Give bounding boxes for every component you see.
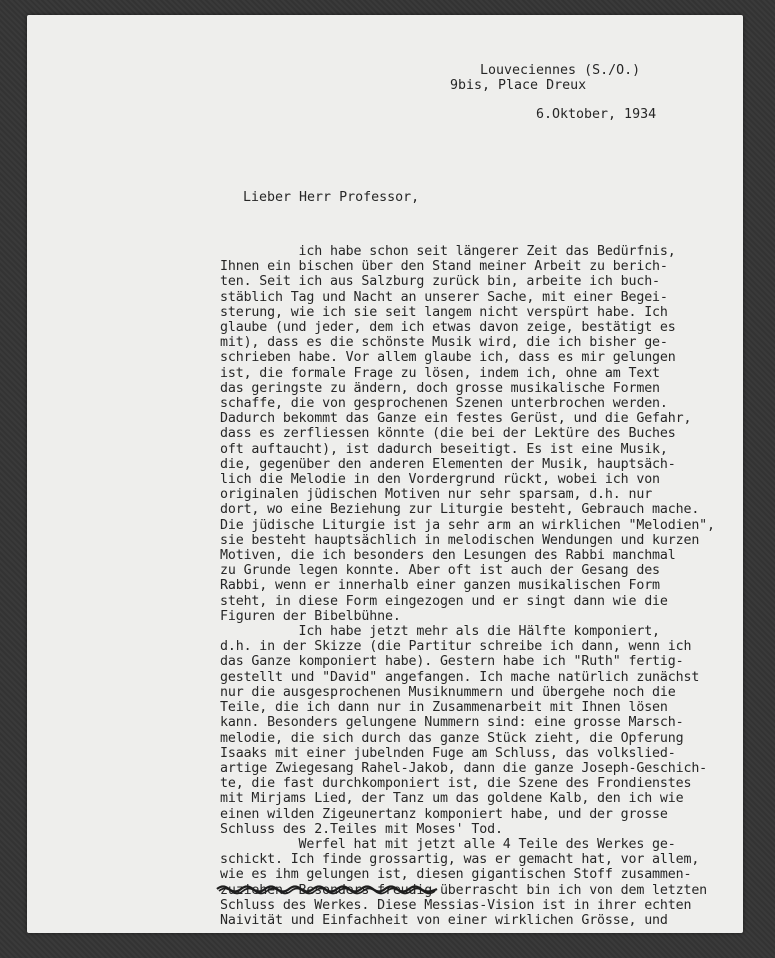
body-line: te, die fast durchkomponiert ist, die Szene des Frondienstes [220, 776, 692, 792]
body-line: originalen jüdischen Motiven nur sehr sparsam, d.h. nur [220, 487, 653, 503]
body-line: Motiven, die ich besonders den Lesungen des Rabbi manchmal [220, 548, 676, 564]
body-line: Teile, die ich dann nur in Zusammenarbeit mit Ihnen lösen [220, 700, 668, 716]
body-line: ist, die formale Frage zu lösen, indem ich, ohne am Text [220, 365, 660, 381]
body-line: kann. Besonders gelungene Nummern sind: eine grosse Marsch- [220, 715, 684, 731]
body-line: das Ganze komponiert habe). Gestern habe ich "Ruth" fertig- [220, 654, 684, 670]
struck-out-line [215, 883, 440, 895]
body-line: Naivität und Einfachheit von einer wirklichen Grösse, und [220, 912, 668, 928]
body-line: d.h. in der Skizze (die Partitur schreibe ich dann, wenn ich [220, 639, 692, 655]
body-line: ich habe schon seit längerer Zeit das Bedürfnis, [220, 244, 676, 259]
body-line: glaube (und jeder, dem ich etwas davon zeige, bestätigt es [220, 320, 676, 336]
body-line: dort, wo eine Beziehung zur Liturgie besteht, Gebrauch mache. [220, 502, 700, 518]
body-line: Figuren der Bibelbühne. [220, 608, 401, 624]
body-line: melodie, die sich durch das ganze Stück zieht, die Opferung [220, 730, 684, 746]
body-line: zu Grunde legen konnte. Aber oft ist auch der Gesang des [220, 563, 660, 579]
body-line: steht, in diese Form eingezogen und er singt dann wie die [220, 593, 668, 609]
body-line: Isaaks mit einer jubelnden Fuge am Schluss, das volkslied- [220, 745, 676, 761]
body-line: ten. Seit ich aus Salzburg zurück bin, arbeite ich buch- [220, 274, 660, 290]
paper-watermark [147, 165, 187, 685]
body-line: einen wilden Zigeunertanz komponiert habe, und der grosse [220, 806, 668, 822]
body-line: Werfel hat mit jetzt alle 4 Teile des Werkes ge- [220, 836, 676, 852]
body-line: sie besteht hauptsächlich in melodischen Wendungen und kurzen [220, 532, 700, 548]
body-line: sterung, wie ich sie seit langem nicht verspürt habe. Ich [220, 304, 668, 320]
body-line: wie es ihm gelungen ist, diesen gigantischen Stoff zusammen- [220, 867, 692, 883]
letter-body [220, 244, 715, 928]
body-line: Ich habe jetzt mehr als die Hälfte komponiert, [220, 624, 660, 640]
body-line: Rabbi, wenn er innerhalb einer ganzen musikalischen Form [220, 578, 660, 594]
salutation: Lieber Herr Professor, [243, 190, 420, 205]
body-line: mit), dass es die schönste Musik wird, die ich bisher ge- [220, 335, 668, 351]
body-line: schaffe, die von gesprochenen Szenen unterbrochen werden. [220, 396, 668, 412]
letter-page [27, 15, 743, 933]
body-line: lich die Melodie in den Vordergrund rückt, wobei ich von [220, 472, 660, 488]
body-line: schrieben habe. Vor allem glaube ich, dass es mir gelungen [220, 350, 676, 366]
letter-date: 6.Oktober, 1934 [536, 107, 657, 122]
address-line-2: 9bis, Place Dreux [450, 78, 587, 93]
body-line: stäblich Tag und Nacht an unserer Sache, mit einer Begei- [220, 289, 668, 305]
body-line: artige Zwiegesang Rahel-Jakob, dann die ganze Joseph-Geschich- [220, 760, 708, 776]
body-line: das geringste zu ändern, doch grosse musikalische Formen [220, 380, 660, 396]
body-line: Dadurch bekommt das Ganze ein festes Gerüst, und die Gefahr, [220, 411, 692, 427]
body-line: die, gegenüber den anderen Elementen der Musik, hauptsäch- [220, 456, 676, 472]
address-line-1: Louveciennes (S./O.) [480, 63, 641, 78]
body-line: Schluss des 2.Teiles mit Moses' Tod. [220, 821, 503, 837]
body-line: Ihnen ein bischen über den Stand meiner Arbeit zu berich- [220, 259, 668, 275]
body-line: zuziehen. Besonders freudig überrascht bin ich von dem letzten [220, 882, 708, 898]
body-line: gestellt und "David" angefangen. Ich mache natürlich zunächst [220, 669, 700, 685]
body-line: nur die ausgesprochenen Musiknummern und übergehe noch die [220, 684, 676, 700]
body-line: schickt. Ich finde grossartig, was er gemacht hat, vor allem, [220, 852, 700, 868]
body-line: mit Mirjams Lied, der Tanz um das goldene Kalb, den ich wie [220, 791, 684, 807]
body-line: dass es zerfliessen könnte (die bei der Lektüre des Buches [220, 426, 676, 442]
body-line: Die jüdische Liturgie ist ja sehr arm an wirklichen "Melodien", [220, 517, 715, 533]
strikethrough-scribble [215, 883, 440, 895]
body-line: Schluss des Werkes. Diese Messias-Vision ist in ihrer echten [220, 897, 692, 913]
body-line: oft auftaucht), ist dadurch beseitigt. Es ist eine Musik, [220, 441, 668, 457]
